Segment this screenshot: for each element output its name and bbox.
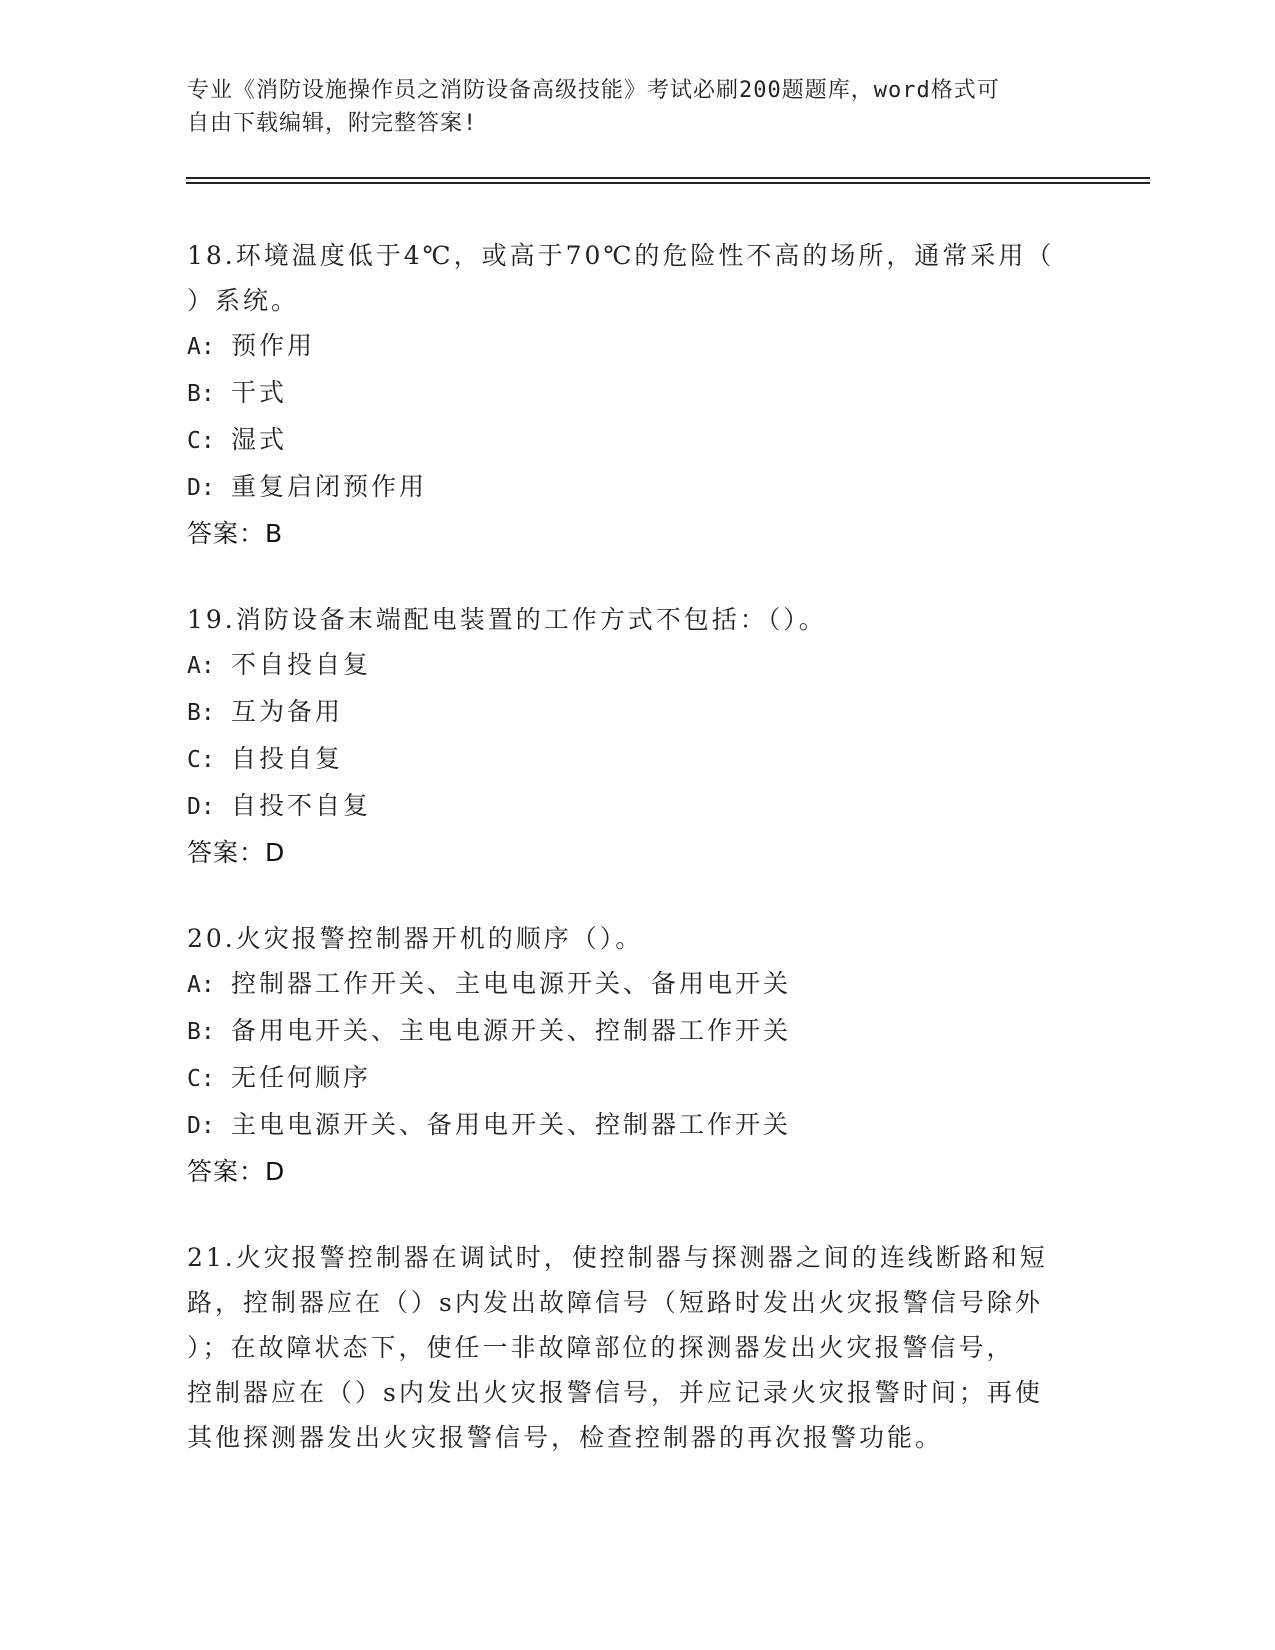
option-text: 互为备用 — [231, 697, 344, 726]
option-letter: D: — [187, 794, 215, 820]
option-letter: C: — [187, 428, 215, 454]
header-line-1: 专业《消防设施操作员之消防设备高级技能》考试必刷200题题库，word格式可 — [187, 78, 1000, 103]
question-20 — [187, 916, 1087, 1194]
option-d — [187, 783, 1087, 830]
header-line-2: 自由下载编辑，附完整答案! — [187, 111, 478, 136]
answer: 答案：D — [187, 1157, 286, 1186]
option-text: 干式 — [231, 378, 288, 407]
header-divider-bottom — [186, 182, 1150, 184]
question-21 — [187, 1235, 1087, 1460]
option-a — [187, 323, 1087, 370]
option-letter: B: — [187, 1019, 215, 1045]
question-text-line: ）系统。 — [187, 286, 300, 315]
option-c — [187, 1055, 1087, 1102]
question-text-line: 21.火灾报警控制器在调试时，使控制器与探测器之间的连线断路和短 — [187, 1243, 1048, 1272]
option-b — [187, 370, 1087, 417]
question-text-line: 其他探测器发出火灾报警信号，检查控制器的再次报警功能。 — [187, 1423, 944, 1452]
option-text: 备用电开关、主电电源开关、控制器工作开关 — [231, 1016, 792, 1045]
document-header — [187, 74, 1067, 140]
question-text-line: 20.火灾报警控制器开机的顺序（）。 — [187, 924, 644, 953]
option-text: 自投自复 — [231, 744, 344, 773]
question-text-line: 控制器应在（）s内发出火灾报警信号，并应记录火灾报警时间；再使 — [187, 1378, 1043, 1407]
question-18 — [187, 233, 1087, 556]
option-c — [187, 736, 1087, 783]
question-19 — [187, 597, 1087, 875]
option-text: 无任何顺序 — [231, 1063, 372, 1092]
option-text: 不自投自复 — [231, 650, 372, 679]
option-text: 重复启闭预作用 — [231, 472, 428, 501]
option-a — [187, 961, 1087, 1008]
question-text-line: ）；在故障状态下，使任一非故障部位的探测器发出火灾报警信号， — [187, 1333, 1015, 1362]
option-letter: A: — [187, 972, 215, 998]
header-divider-top — [186, 177, 1150, 179]
option-letter: D: — [187, 1113, 215, 1139]
question-text-line: 19.消防设备末端配电装置的工作方式不包括：（）。 — [187, 605, 827, 634]
answer: 答案：B — [187, 519, 284, 548]
option-text: 预作用 — [231, 331, 316, 360]
option-letter: D: — [187, 475, 215, 501]
option-text: 主电电源开关、备用电开关、控制器工作开关 — [231, 1110, 792, 1139]
option-b — [187, 689, 1087, 736]
option-text: 湿式 — [231, 425, 288, 454]
option-text: 自投不自复 — [231, 791, 372, 820]
question-text-line: 18.环境温度低于4℃，或高于70℃的危险性不高的场所，通常采用（ — [187, 241, 1055, 270]
option-letter: C: — [187, 747, 215, 773]
option-d — [187, 464, 1087, 511]
option-letter: B: — [187, 700, 215, 726]
option-text: 控制器工作开关、主电电源开关、备用电开关 — [231, 969, 792, 998]
option-b — [187, 1008, 1087, 1055]
option-c — [187, 417, 1087, 464]
option-letter: C: — [187, 1066, 215, 1092]
option-letter: A: — [187, 334, 215, 360]
option-letter: B: — [187, 381, 215, 407]
question-text-line: 路，控制器应在（）s内发出故障信号（短路时发出火灾报警信号除外 — [187, 1288, 1043, 1317]
option-letter: A: — [187, 653, 215, 679]
answer: 答案：D — [187, 838, 286, 867]
option-d — [187, 1102, 1087, 1149]
option-a — [187, 642, 1087, 689]
